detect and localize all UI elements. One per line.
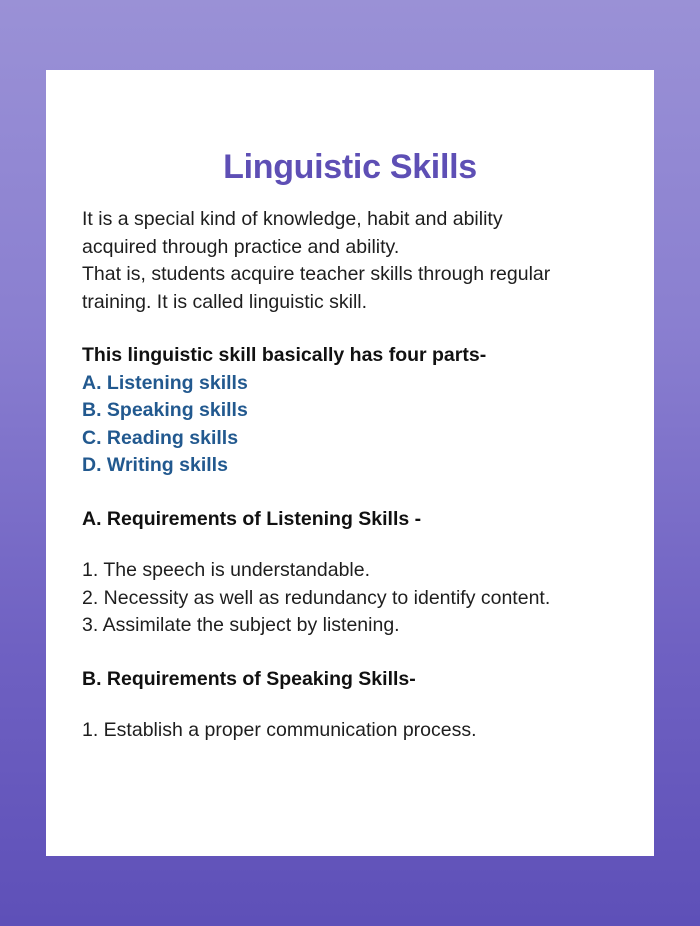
parts-section [82, 342, 622, 480]
speaking-requirements-heading: B. Requirements of Speaking Skills- [82, 667, 416, 690]
spacer [82, 533, 622, 557]
listening-requirements-heading: A. Requirements of Listening Skills - [82, 507, 422, 530]
spacer [82, 316, 622, 342]
spacer [82, 480, 622, 506]
part-item-listening: A. Listening skills [82, 371, 248, 394]
part-item-writing: D. Writing skills [82, 454, 228, 476]
intro-line: training. It is called linguistic skill. [82, 290, 368, 313]
intro-line: acquired through practice and ability. [82, 235, 400, 258]
parts-heading: This linguistic skill basically has four parts- [82, 344, 487, 366]
part-item-speaking: B. Speaking skills [82, 399, 248, 421]
spacer [82, 693, 622, 717]
intro-paragraph [82, 206, 622, 316]
intro-line: That is, students acquire teacher skills through regular [82, 263, 551, 285]
requirement-item: 1. Establish a proper communication process. [82, 719, 477, 741]
requirement-item: 1. The speech is understandable. [82, 559, 371, 581]
speaking-requirements-section [82, 666, 622, 745]
listening-requirements-section [82, 506, 622, 640]
spacer [82, 640, 622, 666]
content-card [46, 70, 654, 856]
intro-line: It is a special kind of knowledge, habit and ability [82, 208, 503, 230]
page-title: Linguistic Skills [223, 148, 477, 186]
part-item-reading: C. Reading skills [82, 426, 239, 449]
card-content [82, 206, 622, 745]
requirement-item: 3. Assimilate the subject by listening. [82, 614, 400, 636]
requirement-item: 2. Necessity as well as redundancy to identify content. [82, 586, 551, 609]
